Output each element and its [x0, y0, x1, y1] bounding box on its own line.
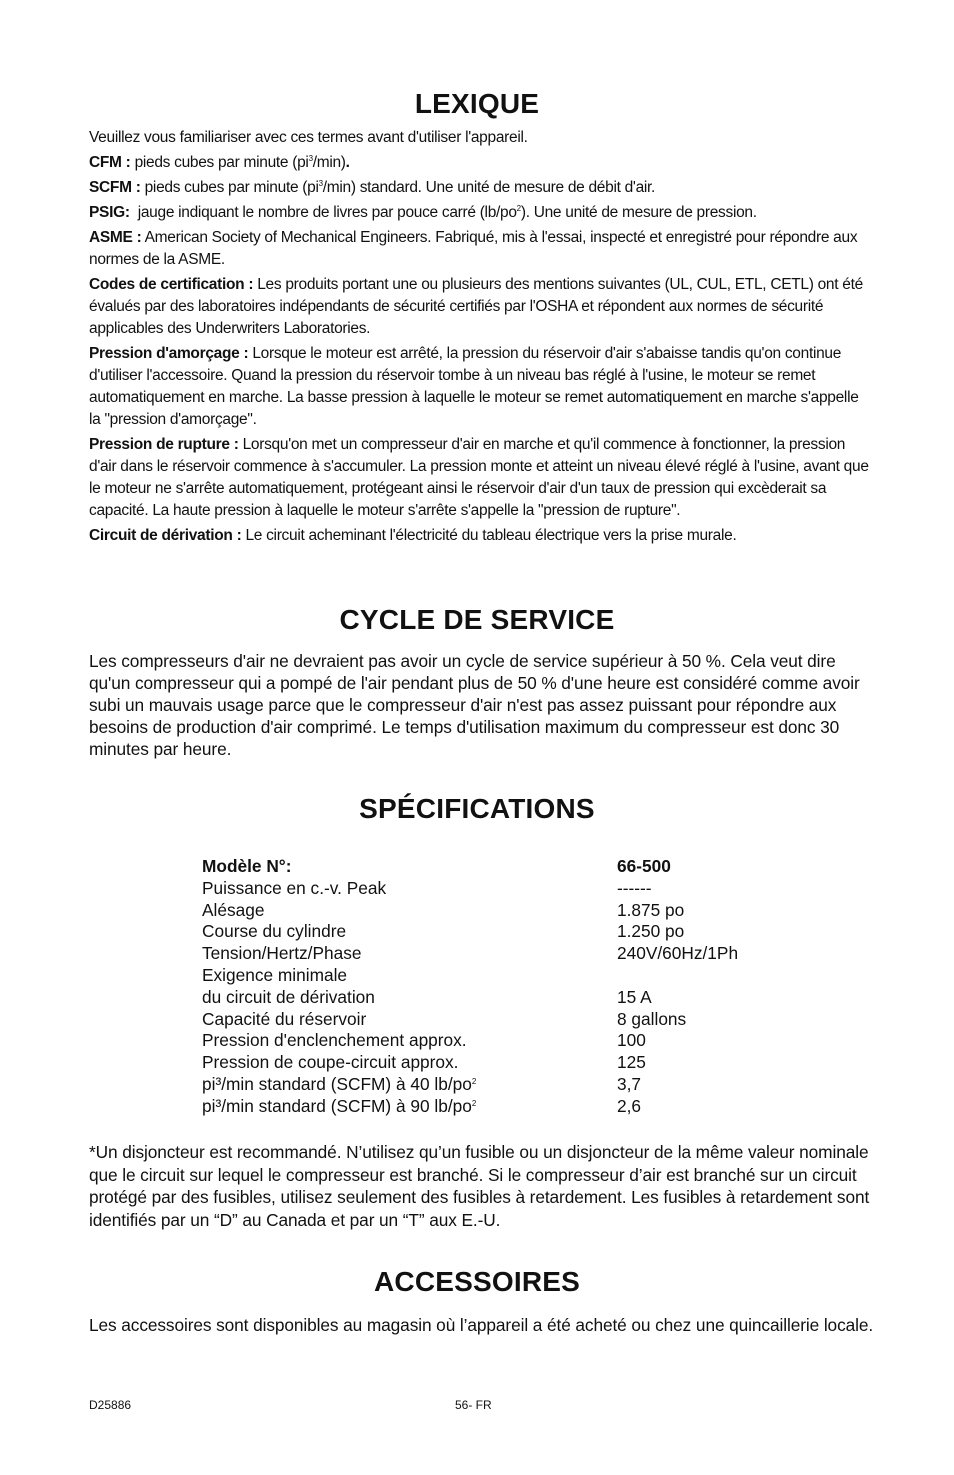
- glossary-entry-psig: [89, 202, 869, 224]
- spec-table: [202, 856, 802, 1118]
- definition-amorcage: Lorsque le moteur est arrêté, la pression du réservoir d'air s'abaisse tandis qu'on continue d'utiliser l'accessoire. Quand la pression du réservoir tombe à un niveau bas réglé à l'usine, le moteur se remet automatiquement en marche. La basse pression à laquelle le moteur se remet automatiquement en marche s'appelle la "pression d'amorçage".: [89, 345, 859, 428]
- spec-label-scfm-40-text: pi³/min standard (SCFM) à 40 lb/po: [202, 1073, 472, 1094]
- term-circuit: Circuit de dérivation :: [89, 527, 242, 544]
- spec-value: 15 A: [617, 986, 652, 1007]
- spec-heading: SPÉCIFICATIONS: [359, 793, 595, 824]
- term-codes: Codes de certification :: [89, 276, 254, 293]
- spec-row: [202, 1030, 802, 1052]
- spec-label: Alésage: [202, 899, 265, 920]
- spec-label: Pression d'enclenchement approx.: [202, 1030, 467, 1051]
- spec-label: Capacité du réservoir: [202, 1008, 367, 1029]
- glossary-entry-codes: [89, 274, 869, 340]
- definition-circuit: Le circuit acheminant l'électricité du tableau électrique vers la prise murale.: [245, 527, 737, 544]
- spec-label: Puissance en c.-v. Peak: [202, 877, 387, 898]
- term-asme: ASME :: [89, 229, 142, 246]
- cycle-heading: CYCLE DE SERVICE: [339, 604, 615, 635]
- lexique-intro: Veuillez vous familiariser avec ces termes avant d'utiliser l'appareil.: [89, 129, 528, 146]
- fuse-note-paragraph: *Un disjoncteur est recommandé. N’utilisez qu’un fusible ou un disjoncteur de la même valeur nominale que le circuit sur lequel le compresseur est branché. Si le compresseur d’air est branché sur un circuit protégé par des fusibles, utilisez seulement des fusibles à retardement. Les fusibles à retardement sont identifiés par un “D” au Canada et par un “T” aux E.-U.: [89, 1142, 870, 1230]
- spec-value: 240V/60Hz/1Ph: [617, 943, 739, 964]
- spec-row: [202, 900, 802, 922]
- spec-header-row: [202, 856, 802, 878]
- glossary-entry-cfm: [89, 152, 869, 174]
- definition-rupture: Lorsqu'on met un compresseur d'air en marche et qu'il commence à fonctionner, la pression d'air dans le réservoir commence à s'accumuler. La pression monte et atteint un niveau élevé réglé à l'usine, avant que le moteur ne s'arrête automatiquement, protégeant ainsi le réservoir d'air d'un taux de pression qui excèderait sa capacité. La haute pression à laquelle le moteur s'arrête s'appelle la "pression de rupture".: [89, 436, 869, 519]
- term-cfm: CFM :: [89, 154, 131, 171]
- spec-label: Pression de coupe-circuit approx.: [202, 1052, 459, 1073]
- accessoires-paragraph: Les accessoires sont disponibles au magasin où l’appareil a été acheté ou chez une quincaillerie locale.: [89, 1315, 874, 1335]
- definition-scfm-sup: 3: [318, 179, 323, 188]
- spec-header-value: 66-500: [617, 856, 671, 876]
- glossary-entry-amorcage: [89, 343, 869, 431]
- definition-psig-sup: 2: [516, 204, 521, 213]
- spec-label: du circuit de dérivation: [202, 986, 375, 1007]
- spec-label-scfm-90: [202, 1096, 617, 1118]
- spec-header-label: Modèle N°:: [202, 856, 292, 876]
- glossary-entry-circuit: [89, 525, 869, 547]
- definition-cfm-dot: .: [345, 154, 350, 171]
- spec-label-scfm-90-text: pi³/min standard (SCFM) à 90 lb/po: [202, 1095, 472, 1116]
- term-psig: PSIG:: [89, 204, 130, 221]
- definition-scfm-a: pieds cubes par minute (pi: [144, 179, 319, 196]
- spec-value: ------: [617, 877, 652, 898]
- spec-row: [202, 965, 802, 987]
- spec-row-scfm-90: [202, 1096, 802, 1118]
- definition-asme: American Society of Mechanical Engineers. Fabriqué, mis à l'essai, inspecté et enregistré pour répondre aux normes de la ASME.: [89, 229, 858, 268]
- spec-label: Course du cylindre: [202, 921, 347, 942]
- definition-cfm-sup: 3: [308, 154, 313, 163]
- spec-row: [202, 987, 802, 1009]
- lexique-glossary: [89, 127, 869, 550]
- accessoires-heading: ACCESSOIRES: [373, 1266, 581, 1297]
- glossary-entry-asme: [89, 227, 869, 271]
- footer-page-number: 56- FR: [455, 1398, 492, 1412]
- spec-value: 125: [617, 1052, 646, 1073]
- definition-psig-a: jauge indiquant le nombre de livres par pouce carré (lb/po: [137, 204, 517, 221]
- spec-row-scfm-40: [202, 1074, 802, 1096]
- definition-scfm-b: /min) standard. Une unité de mesure de débit d'air.: [322, 179, 656, 196]
- spec-label-scfm-40-sup: 2: [471, 1076, 477, 1086]
- spec-value: [617, 965, 802, 987]
- lexique-heading: LEXIQUE: [414, 88, 540, 119]
- spec-row: [202, 878, 802, 900]
- definition-cfm-b: /min): [312, 154, 346, 171]
- glossary-entry-rupture: [89, 434, 869, 522]
- definition-psig-b: ). Une unité de mesure de pression.: [520, 204, 757, 221]
- spec-value: 1.875 po: [617, 899, 685, 920]
- spec-value: 1.250 po: [617, 921, 685, 942]
- spec-value: 100: [617, 1030, 646, 1051]
- cycle-paragraph: Les compresseurs d'air ne devraient pas avoir un cycle de service supérieur à 50 %. Cela veut dire qu'un compresseur qui a pompé de l'air pendant plus de 50 % d'une heure est considéré comme avoir subi un mauvais usage parce que le compresseur d'air n'est pas assez puissant pour répondre aux besoins de production d'air comprimé. Le temps d'utilisation maximum du compresseur est donc 30 minutes par heure.: [89, 651, 860, 759]
- term-scfm: SCFM :: [89, 179, 141, 196]
- glossary-entry-scfm: [89, 177, 869, 199]
- footer-doc-number: D25886: [89, 1398, 132, 1412]
- spec-label: Exigence minimale: [202, 964, 348, 985]
- spec-label: Tension/Hertz/Phase: [202, 943, 362, 964]
- spec-value-scfm-40: 3,7: [617, 1073, 642, 1094]
- term-amorcage: Pression d'amorçage :: [89, 345, 249, 362]
- spec-row: [202, 1052, 802, 1074]
- spec-label-scfm-40: [202, 1074, 617, 1096]
- definition-cfm-a: pieds cubes par minute (pi: [134, 154, 309, 171]
- definition-codes: Les produits portant une ou plusieurs des mentions suivantes (UL, CUL, ETL, CETL) ont été évalués par des laboratoires indépendants de sécurité certifiés par l'OSHA et répondent aux normes de sécurité applicables des Underwriters Laboratories.: [89, 276, 863, 337]
- spec-row: [202, 943, 802, 965]
- term-rupture: Pression de rupture :: [89, 436, 239, 453]
- spec-label-scfm-90-sup: 2: [471, 1098, 477, 1108]
- spec-row: [202, 1009, 802, 1031]
- spec-value: 8 gallons: [617, 1008, 687, 1029]
- spec-value-scfm-90: 2,6: [617, 1095, 642, 1116]
- spec-row: [202, 921, 802, 943]
